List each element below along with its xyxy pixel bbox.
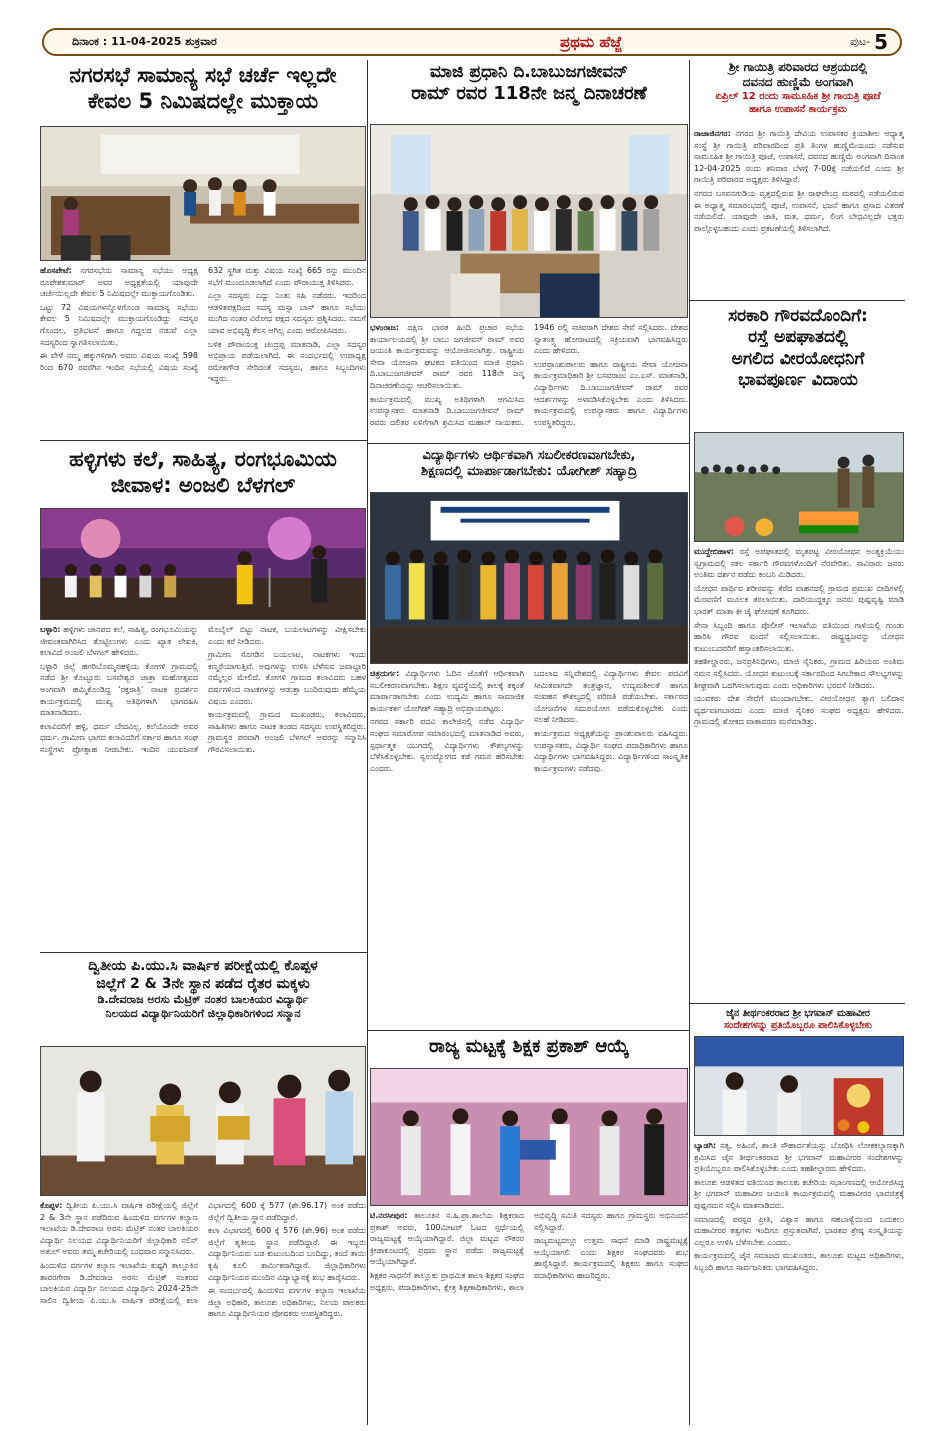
paragraph: ಸಮಾಜದಲ್ಲಿ ಪರಸ್ಪರ ಪ್ರೀತಿ, ವಿಶ್ವಾಸ ಹಾಗೂ ಸಹಬಾಳ್ವೆಯಿಂದ ಬದುಕಲು ಮಹಾವೀರರ ತತ್ವಗಳು ಇಂದಿಗೂ ಪ್ರಸ್ತುತವಾಗಿವೆ. ಭಾರತದ ಶ್ರೇಷ್ಠ ಸಂಸ್ಕೃತಿಯನ್ನು ಎಲ್ಲರೂ ಉಳಿಸಿ ಬೆಳೆಸಬೇಕು ಎಂದರು. — [694, 1214, 904, 1247]
article-headline — [40, 958, 366, 1022]
article-body — [370, 668, 688, 1028]
headline-line: ಶಿಕ್ಷಣದಲ್ಲಿ ಮಾರ್ಪಾಡಾಗಬೇಕು: ಯೋಗೀಶ್ ಸಹ್ಯಾದ್ರಿ — [421, 464, 637, 480]
paragraph: ಕಾರ್ಯಕ್ರಮದಲ್ಲಿ ಮುಖ್ಯ ಅತಿಥಿಗಳಾಗಿ ಆಗಮಿಸಿದ ಉಪನ್ಯಾಸಕರು ಮಾತನಾಡಿ ದಿ.ಬಾಬುಜಗಜೀವನ್ ರಾಮ್ ರವರು ದಲಿತರ ಏಳಿಗೆಗಾಗಿ ಶ್ರಮಿಸಿದ ಮಹಾನ್ ನಾಯಕರು. 1946 ರಲ್ಲಿ ಸಚಿವರಾಗಿ ದೇಶದ ಸೇವೆ ಸಲ್ಲಿಸಿದರು. ದೇಶದ ಸ್ವಾತಂತ್ರ್ಯ ಹೋರಾಟದಲ್ಲಿ ಸಕ್ರಿಯವಾಗಿ ಭಾಗವಹಿಸಿದ್ದರು ಎಂದು ಹೇಳಿದರು. — [370, 323, 688, 427]
section-divider — [40, 952, 367, 953]
dateline: ಬ್ಯಾಡಗಿ: — [694, 1141, 717, 1150]
felicitation-photo — [40, 1046, 366, 1196]
headline-line: ಹಳ್ಳಿಗಳು ಕಲೆ, ಸಾಹಿತ್ಯ, ರಂಗಭೂಮಿಯ — [69, 447, 337, 471]
headline-line: ಏಪ್ರಿಲ್ 12 ರಂದು ಸಾಮೂಹಿಕ ಶ್ರೀ ಗಾಯತ್ರಿ ಪೂಜೆ — [715, 91, 881, 102]
subheadline: ಡಿ.ದೇವರಾಜ ಅರಸು ಮೆಟ್ರಿಕ್ ನಂತರ ಬಾಲಕಿಯರ ವಿದ್ಯಾರ್ಥಿ — [97, 993, 309, 1006]
paragraph: ದಕ್ಷಿಣ ಭಾರತ ಹಿಂದಿ ಪ್ರಚಾರ ಸಭೆಯ ಕಾರ್ಯಾಲಯದಲ್ಲಿ ಶ್ರೀ ಬಾಬು ಜಗಜೀವನ್ ರಾಮ್ ಅವರ ಜಯಂತಿ ಕಾರ್ಯಕ್ರಮವನ್ನು ಆಯೋಜಿಸಲಾಗಿತ್ತು. ರಾಷ್ಟ್ರೀಯ ಸೇವಾ ಯೋಜನಾ ಘಟಕದ ವತಿಯಿಂದ ಮಾಜಿ ಪ್ರಧಾನಿ ದಿ.ಬಾಬುಜಗಜೀವನ್ ರಾಮ್ ರವರ 118ನೇ ಜನ್ಮ ದಿನಾಚರಣೆಯನ್ನು ಆಚರಿಸಲಾಯಿತು. — [370, 323, 524, 390]
paragraph: ತಹಶೀಲ್ದಾರರು, ಜನಪ್ರತಿನಿಧಿಗಳು, ಮಾಜಿ ಸೈನಿಕರು, ಗ್ರಾಮದ ಹಿರಿಯರು ಅಂತಿಮ ನಮನ ಸಲ್ಲಿಸಿದರು. ಯೋಧನ ಕುಟುಂಬಕ್ಕೆ ಸರ್ಕಾರದಿಂದ ಸಿಗಬೇಕಾದ ಸೌಲಭ್ಯಗಳನ್ನು ಶೀಘ್ರವಾಗಿ ಒದಗಿಸಲಾಗುವುದು ಎಂದು ಅಧಿಕಾರಿಗಳು ಭರವಸೆ ನೀಡಿದರು. — [694, 657, 904, 690]
dateline: ಬಳ್ಳಾರಿ: — [40, 625, 61, 634]
paragraph: ಕಾರ್ಯಕ್ರಮದಲ್ಲಿ ಜೈನ ಸಮಾಜದ ಮುಖಂಡರು, ತಾಲೂಕು ಮಟ್ಟದ ಅಧಿಕಾರಿಗಳು, ಸಿಬ್ಬಂದಿ ಹಾಗೂ ಸಾರ್ವಜನಿಕರು ಭಾಗವಹಿಸಿದ್ದರು. — [694, 1251, 904, 1272]
headline-line: ಸಂದೇಶಗಳನ್ನು ಪ್ರತಿಯೊಬ್ಬರೂ ಪಾಲಿಸಿಕೊಳ್ಳಬೇಕು — [724, 1019, 872, 1031]
dateline: ಹೊಸಪೇಟೆ: — [40, 266, 72, 275]
article-body — [694, 1140, 904, 1425]
paragraph: ಉಪಪ್ರಾಂಶುಪಾಲರು ಹಾಗೂ ರಾಷ್ಟ್ರೀಯ ಸೇವಾ ಯೋಜನಾ ಕಾರ್ಯಕ್ರಮಾಧಿಕಾರಿ ಶ್ರೀ ಬಸವರಾಜು ಎಂ.ಎಸ್. ಮಾತನಾಡಿ, ವಿದ್ಯಾರ್ಥಿಗಳು ದಿ.ಬಾಬುಜಗಜೀವನ್ ರಾಮ್ ರವರ ಆದರ್ಶಗಳನ್ನು ಅಳವಡಿಸಿಕೊಳ್ಳಬೇಕು ಎಂದು ತಿಳಿಸಿದರು. ಕಾರ್ಯಕ್ರಮದಲ್ಲಿ ಉಪನ್ಯಾಸಕರು ಹಾಗೂ ವಿದ್ಯಾರ್ಥಿಗಳು ಉಪಸ್ಥಿತರಿದ್ದರು. — [534, 359, 688, 427]
section-divider — [368, 443, 689, 444]
paragraph: ಯೋಧನ ಪಾರ್ಥಿವ ಶರೀರವನ್ನು ತೆರೆದ ವಾಹನದಲ್ಲಿ ಗ್ರಾಮದ ಪ್ರಮುಖ ಬೀದಿಗಳಲ್ಲಿ ಮೆರವಣಿಗೆ ಮೂಲಕ ತರಲಾಯಿತು. ದಾರಿಯುದ್ದಕ್ಕೂ ಜನರು ಪುಷ್ಪವೃಷ್ಟಿ ಮಾಡಿ ಭಾರತ್ ಮಾತಾ ಕೀ ಜೈ ಘೋಷಣೆ ಕೂಗಿದರು. — [694, 583, 904, 616]
paragraph: ಶಿಕ್ಷಕರ ಸಾಧನೆಗೆ ತಾಲ್ಲೂಕು ಪ್ರಾಥಮಿಕ ಶಾಲಾ ಶಿಕ್ಷಕರ ಸಂಘದ ಅಧ್ಯಕ್ಷರು, ಪದಾಧಿಕಾರಿಗಳು, ಕ್ಷೇತ್ರ ಶಿಕ್ಷಣಾಧಿಕಾರಿಗಳು, ಶಾಲಾ ಅಭಿವೃದ್ಧಿ ಸಮಿತಿ ಸದಸ್ಯರು ಹಾಗೂ ಗ್ರಾಮಸ್ಥರು ಅಭಿನಂದನೆ ಸಲ್ಲಿಸಿದ್ದಾರೆ. — [370, 1211, 688, 1292]
paragraph: ರಸ್ತೆ ಅಪಘಾತದಲ್ಲಿ ಮೃತಪಟ್ಟ ವೀರಯೋಧನ ಅಂತ್ಯಕ್ರಿಯೆಯು ಸ್ವಗ್ರಾಮದಲ್ಲಿ ಸಕಲ ಸರ್ಕಾರಿ ಗೌರವಗಳೊಂದಿಗೆ ನೆರವೇರಿತು. ಸಾವಿರಾರು ಜನರು ಅಂತಿಮ ದರ್ಶನ ಪಡೆದು ಕಂಬನಿ ಮಿಡಿದರು. — [694, 547, 904, 580]
dateline: ಮುದ್ದೇಬಿಹಾಳ: — [694, 547, 734, 556]
section-divider — [368, 1030, 689, 1031]
section-divider — [690, 300, 905, 301]
paragraph: ತಾಲೂಕು ಆಡಳಿತದ ವತಿಯಿಂದ ತಾಲೂಕು ಕಚೇರಿಯ ಸಭಾಂಗಣದಲ್ಲಿ ಆಯೋಜಿಸಿದ್ದ ಶ್ರೀ ಭಗವಾನ್ ಮಹಾವೀರ ಜಯಂತಿ ಕಾರ್ಯಕ್ರಮದಲ್ಲಿ ಮಹಾವೀರರ ಭಾವಚಿತ್ರಕ್ಕೆ ಪುಷ್ಪನಮನ ಸಲ್ಲಿಸಿ ಮಾತನಾಡಿದರು. — [694, 1177, 904, 1210]
headline-line: ಸರಕಾರಿ ಗೌರವದೊಂದಿಗೆ: — [728, 306, 868, 326]
subheadline: ನಿಲಯದ ವಿದ್ಯಾರ್ಥಿನಿಯರಿಗೆ ಜಿಲ್ಲಾಧಿಕಾರಿಗಳಿಂದ ಸನ್ಮಾನ — [105, 1007, 301, 1021]
headline-line: ವಿದ್ಯಾರ್ಥಿಗಳು ಆರ್ಥಿಕವಾಗಿ ಸಬಲೀಕರಣವಾಗಬೇಕು, — [422, 448, 636, 463]
section-divider — [40, 440, 367, 441]
council-meeting-photo — [40, 126, 366, 261]
paragraph: ಈ ಸಂದರ್ಭದಲ್ಲಿ ಹಿಂದುಳಿದ ವರ್ಗಗಳ ಕಲ್ಯಾಣ ಇಲಾಖೆಯ ಜಿಲ್ಲಾ ಅಧಿಕಾರಿ, ತಾಲೂಕು ಅಧಿಕಾರಿಗಳು, ನಿಲಯ ಪಾಲಕರು ಹಾಗೂ ವಿದ್ಯಾರ್ಥಿನಿಯರ ಪೋಷಕರು ಉಪಸ್ಥಿತರಿದ್ದರು. — [208, 1286, 366, 1319]
paragraph: ಹಿಂದುಳಿದ ವರ್ಗಗಳ ಕಲ್ಯಾಣ ಇಲಾಖೆಯ ಕುಷ್ಟಗಿ ತಾಲ್ಲೂಕಿನ ತಾವರಗೇರಾ ಡಿ.ದೇವರಾಜ ಅರಸು ಮೆಟ್ರಿಕ್ ನಂತರದ ಬಾಲಕಿಯರ ವಿದ್ಯಾರ್ಥಿ ನಿಲಯದ ವಿದ್ಯಾರ್ಥಿನಿ 2024-25ನೇ ಸಾಲಿನ ದ್ವಿತೀಯ ಪಿ.ಯು.ಸಿ ವಾರ್ಷಿಕ ಪರೀಕ್ಷೆಯಲ್ಲಿ ಕಲಾ ವಿಭಾಗದಲ್ಲಿ 600 ಕ್ಕೆ 577 (ಶೇ.96.17) ಅಂಕ ಪಡೆದು ಜಿಲ್ಲೆಗೆ ದ್ವಿತೀಯ ಸ್ಥಾನ ಪಡೆದಿದ್ದಾರೆ. — [40, 1201, 366, 1305]
article-headline — [40, 446, 366, 499]
paragraph: ಸತ್ಯ, ಅಹಿಂಸೆ, ಶಾಂತಿ ಸೌಹಾರ್ದತೆಯನ್ನು ಬೋಧಿಸಿ ಲೋಕಕಲ್ಯಾಣಕ್ಕಾಗಿ ಶ್ರಮಿಸಿದ ಜೈನ ತೀರ್ಥಂಕರರಾದ ಶ್ರೀ ಭಗವಾನ್ ಮಹಾವೀರರ ಸಂದೇಶಗಳನ್ನು ಪ್ರತಿಯೊಬ್ಬರೂ ಪಾಲಿಸಿಕೊಳ್ಳಬೇಕು ಎಂದು ತಹಶೀಲ್ದಾರರು ಹೇಳಿದರು. — [694, 1141, 904, 1174]
paragraph: ಎಲ್ಲಾ ಸದಸ್ಯರು ಎದ್ದು ನಿಂತು ಸಹಿ ನಡೆದರು. ಇದರಿಂದ ಆಡಳಿತಪಕ್ಷದಿಂದ ಸದಸ್ಯ ಮಸ್ಸಾ ಬಾಸ್ ಹಾಗೂ ಸಭೆಯು ಮುಗಿದ ನಂತರ ವಿರೋಧ ಪಕ್ಷದ ಸದಸ್ಯರು ಪ್ರಶ್ನಿಸಿದರು. ನಮಗೆ ಯಾವ ಅಭಿವೃದ್ಧಿ ಕೆಲಸ ಆಗಿಲ್ಲ ಎಂದು ಆರೋಪಿಸಿದರು. — [208, 291, 366, 335]
headline-line: ಶ್ರೀ ಗಾಯಿತ್ರಿ ಪರಿವಾರದ ಆಶ್ರಯದಲ್ಲಿ — [728, 60, 868, 74]
headline-line: ನಗರಸಭೆ ಸಾಮಾನ್ಯ ಸಭೆ ಚರ್ಚೆ ಇಲ್ಲದೇ — [69, 63, 337, 87]
headline-line: ದ್ವಿತೀಯ ಪಿ.ಯು.ಸಿ ವಾರ್ಷಿಕ ಪರೀಕ್ಷೆಯಲ್ಲಿ ಕೊಪ್ಪಳ — [88, 958, 318, 974]
headline-line: ಜಿಲ್ಲೆಗೆ 2 & 3ನೇ ಸ್ಥಾನ ಪಡೆದ ರೈತರ ಮಕ್ಕಳು — [96, 975, 310, 992]
article-headline — [370, 62, 688, 106]
article-body — [40, 265, 366, 437]
article-body — [694, 546, 904, 1001]
paragraph: ತಾಲೂಕಿನ ಸ.ಹಿ.ಪ್ರಾ.ಶಾಲೆಯ ಶಿಕ್ಷಕರಾದ ಪ್ರಕಾಶ್ ಅವರು, 100ಮೀಟರ್ ಓಟದ ಸ್ಪರ್ಧೆಯಲ್ಲಿ ರಾಜ್ಯಮಟ್ಟಕ್ಕೆ ಆಯ್ಕೆಯಾಗಿದ್ದಾರೆ. ಜಿಲ್ಲಾ ಮಟ್ಟದ ನೌಕರರ ಕ್ರೀಡಾಕೂಟದಲ್ಲಿ ಪ್ರಥಮ ಸ್ಥಾನ ಪಡೆದು ರಾಜ್ಯಮಟ್ಟಕ್ಕೆ ಆಯ್ಕೆಯಾಗಿದ್ದಾರೆ. — [370, 1211, 525, 1267]
article-headline — [692, 306, 904, 391]
article-body — [40, 1200, 366, 1425]
article-headline — [692, 1008, 904, 1032]
paragraph: ಹಳ್ಳಿಗಳು ಜಾನಪದ ಕಲೆ, ಸಾಹಿತ್ಯ, ರಂಗಭೂಮಿಯನ್ನು ಜೀವಂತವಾಗಿರಿಸಿದ ತೊಟ್ಟಿಲುಗಳು ಎಂದು ಖ್ಯಾತ ಲೇಖಕಿ, ಕಲಾವಿದೆ ಅಂಜಲಿ ಬೆಳಗಲ್ ಹೇಳಿದರು. — [40, 625, 198, 658]
paragraph: ಬದಲಾದ ಸನ್ನಿವೇಶದಲ್ಲಿ ವಿದ್ಯಾರ್ಥಿಗಳು ಕೇವಲ ಪದವಿಗೆ ಸೀಮಿತವಾಗದೇ ತಂತ್ರಜ್ಞಾನ, ಉದ್ಯಮಶೀಲತೆ ಹಾಗೂ ಸಂವಹನ ಕೌಶಲ್ಯದಲ್ಲಿ ಪರಿಣತಿ ಪಡೆಯಬೇಕು. ಸರ್ಕಾರದ ಯೋಜನೆಗಳ ಸದುಪಯೋಗ ಪಡೆದುಕೊಳ್ಳಬೇಕು ಎಂದು ಸಲಹೆ ನೀಡಿದರು. — [534, 669, 688, 725]
headline-line: ರಾಮ್ ರವರ 118ನೇ ಜನ್ಮ ದಿನಾಚರಣೆ — [411, 83, 647, 105]
dateline: ರಾಜಾಜಿನಗರ: — [694, 129, 731, 138]
page-label: ಪುಟ- — [849, 35, 871, 48]
paragraph: ನಗರದ ಶ್ರೀ ಗಾಯಿತ್ರಿ ದೇವಿಯ ಉಪಾಸಕರ ಕ್ರಿಯಾಶೀಲ ಆಧ್ಯಾತ್ಮ ಸಂಸ್ಥೆ ಶ್ರೀ ಗಾಯಿತ್ರಿ ಪರಿವಾರದಿಂದ ಪ್ರತಿ ತಿಂಗಳ ಹುಣ್ಣಿಮೆಯಂದು ನಡೆಸುವ ಸಾಮೂಹಿಕ ಶ್ರೀ ಗಾಯಿತ್ರಿ ಪೂಜೆ, ಉಪಾಸನೆ, ದವನದ ಹುಣ್ಣಿಮೆ ಅಂಗವಾಗಿ ದಿನಾಂಕ 12-04-2025 ರಂದು ಶನಿವಾರ ಬೆಳಗ್ಗೆ 7-00ಕ್ಕೆ ನಡೆಯಲಿದೆ ಎಂದು ಶ್ರೀ ಗಾಯಿತ್ರಿ ಪರಿವಾರದ ಅಧ್ಯಕ್ಷರು ತಿಳಿಸಿದ್ದಾರೆ. — [694, 129, 904, 185]
paragraph: ಗ್ರಾಮೀಣ ಸೊಗಡಿನ ಬಯಲಾಟ, ನಾಟಕಗಳು ಇಂದು ಕಣ್ಮರೆಯಾಗುತ್ತಿವೆ. ಅವುಗಳನ್ನು ಉಳಿಸಿ ಬೆಳೆಸುವ ಜವಾಬ್ದಾರಿ ನಮ್ಮೆಲ್ಲರ ಮೇಲಿದೆ. ಕೋಗಳಿ ಗ್ರಾಮದ ಕಲಾವಿದರು ಬಹಳ ವರ್ಷಗಳಿಂದ ನಾಟಕಗಳನ್ನು ಆಡುತ್ತಾ ಬಂದಿರುವುದು ಹೆಮ್ಮೆಯ ವಿಷಯ ಎಂದರು. — [208, 650, 366, 706]
article-headline — [40, 62, 366, 115]
headline-line: ದವನದ ಹುಣ್ಣಿಮೆ ಅಂಗವಾಗಿ — [742, 75, 854, 89]
headline-line: ಜೈನ ತೀರ್ಥಂಕರರಾದ ಶ್ರೀ ಭಗವಾನ್ ಮಹಾವೀರ — [726, 1008, 870, 1019]
article-body — [694, 128, 904, 298]
headline-line: ರಸ್ತೆ ಅಪಘಾತದಲ್ಲಿ — [748, 327, 848, 348]
paragraph: ಕಲಾ ವಿಭಾಗದಲ್ಲಿ 600 ಕ್ಕೆ 576 (ಶೇ.96) ಅಂಕ ಪಡೆದು ಜಿಲ್ಲೆಗೆ ತೃತೀಯ ಸ್ಥಾನ ಪಡೆದಿದ್ದಾರೆ. ಈ ಇಬ್ಬರು ವಿದ್ಯಾರ್ಥಿನಿಯರು ಬಡ ಕುಟುಂಬದಿಂದ ಬಂದಿದ್ದು, ತಂದೆ ತಾಯಿ ಕೃಷಿ ಕೂಲಿ ಕಾರ್ಮಿಕರಾಗಿದ್ದಾರೆ. ಜಿಲ್ಲಾಧಿಕಾರಿಗಳು ವಿದ್ಯಾರ್ಥಿನಿಯರ ಮುಂದಿನ ವಿದ್ಯಾಭ್ಯಾಸಕ್ಕೆ ಶುಭ ಹಾರೈಸಿದರು. — [208, 1226, 366, 1282]
paragraph: ನಗರದ ಬಸವನಗುಡಿಯ ವೃತ್ತದಲ್ಲಿರುವ ಶ್ರೀ ರಾಘವೇಂದ್ರ ಮಠದಲ್ಲಿ ನಡೆಯಲಿರುವ ಈ ಅಧ್ಯಾತ್ಮ ಸಮಾರಂಭದಲ್ಲಿ ಪೂಜೆ, ಉಪಾಸನೆ, ಭಜನೆ ಹಾಗೂ ಪ್ರಸಾದ ವಿತರಣೆ ನಡೆಯಲಿದೆ. ಯಾವುದೇ ಜಾತಿ, ಮತ, ಧರ್ಮ, ಲಿಂಗ ಬೇಧವಿಲ್ಲದೇ ಭಕ್ತರು ಪಾಲ್ಗೊಳ್ಳಬಹುದು ಎಂದು ಪ್ರಕಟಣೆಯಲ್ಲಿ ತಿಳಿಸಲಾಗಿದೆ. — [694, 188, 904, 233]
paragraph: ಕಾರ್ಯಕ್ರಮದಲ್ಲಿ ಗ್ರಾಮದ ಮುಖಂಡರು, ಕಲಾವಿದರು, ಸಾಹಿತಿಗಳು ಹಾಗೂ ನಾಟಕ ತಂಡದ ಸದಸ್ಯರು ಉಪಸ್ಥಿತರಿದ್ದರು. ಗ್ರಾಮಸ್ಥರ ಪರವಾಗಿ ಅಂಜಲಿ ಬೆಳಗಲ್ ಅವರನ್ನು ಸನ್ಮಾನಿಸಿ ಗೌರವಿಸಲಾಯಿತು. — [208, 710, 366, 754]
college-group-photo — [370, 492, 688, 664]
article-headline — [692, 60, 904, 116]
page-header — [42, 28, 902, 56]
article-headline — [370, 448, 688, 481]
mahavir-program-photo — [694, 1036, 904, 1136]
article-body — [40, 624, 366, 949]
article-headline — [370, 1036, 688, 1059]
paragraph: ಯುವಕರು ದೇಶ ಸೇವೆಗೆ ಮುಂದಾಗಬೇಕು. ವೀರಯೋಧನ ತ್ಯಾಗ ಬಲಿದಾನ ವ್ಯರ್ಥವಾಗಬಾರದು ಎಂದು ಮಾಜಿ ಸೈನಿಕರ ಸಂಘದ ಅಧ್ಯಕ್ಷರು ಹೇಳಿದರು. ಗ್ರಾಮದಲ್ಲಿ ಶೋಕದ ವಾತಾವರಣ ಮನೆಮಾಡಿತ್ತು. — [694, 694, 904, 727]
paragraph: ವಿದ್ಯಾರ್ಥಿಗಳು ಓದಿನ ಜೊತೆಗೆ ಆರ್ಥಿಕವಾಗಿ ಸಬಲೀಕರಣವಾಗಬೇಕು. ಶಿಕ್ಷಣ ವ್ಯವಸ್ಥೆಯಲ್ಲಿ ಕಾಲಕ್ಕೆ ತಕ್ಕಂತೆ ಮಾರ್ಪಾಡಾಗಬೇಕು ಎಂದು ಉದ್ಯಮಿ ಹಾಗೂ ಸಾಮಾಜಿಕ ಕಾರ್ಯಕರ್ತ ಯೋಗೀಶ್ ಸಹ್ಯಾದ್ರಿ ಅಭಿಪ್ರಾಯಪಟ್ಟರು. — [370, 669, 524, 713]
paragraph: ನಗರದ ಸರ್ಕಾರಿ ಪದವಿ ಕಾಲೇಜಿನಲ್ಲಿ ನಡೆದ ವಿದ್ಯಾರ್ಥಿ ಸಂಘದ ಸಮಾರೋಪ ಸಮಾರಂಭದಲ್ಲಿ ಮಾತನಾಡಿದ ಅವರು, ಸ್ಪರ್ಧಾತ್ಮಕ ಯುಗದಲ್ಲಿ ವಿದ್ಯಾರ್ಥಿಗಳು ಕೌಶಲ್ಯಗಳನ್ನು ಬೆಳೆಸಿಕೊಳ್ಳಬೇಕು. ಸ್ವಉದ್ಯೋಗದ ಕಡೆ ಗಮನ ಹರಿಸಬೇಕು ಎಂದರು. — [370, 717, 524, 773]
funeral-photo — [694, 432, 904, 542]
headline-line: ಭಾವಪೂರ್ಣ ವಿದಾಯ — [738, 369, 858, 390]
jayanti-group-photo — [370, 124, 688, 318]
dateline: ಭಳಂರಾಜ: — [370, 323, 399, 332]
paragraph: ಒಟ್ಟು 72 ವಿಷಯಗಳನ್ನೊಳಗೊಂಡ ಸಾಮಾನ್ಯ ಸಭೆಯು ಕೇವಲ 5 ನಿಮಿಷದಲ್ಲೇ ಮುಕ್ತಾಯಗೊಂಡಿದ್ದು ಸದಸ್ಯರ ಗೊಂದಲ, ಪ್ರತಿಭಟನೆ ಹಾಗೂ ಗದ್ದಲದ ನಡುವೆ ಎಲ್ಲಾ ಸದಸ್ಯರಿಂದ ಸ್ವಾಗತಿಸಲಾಯಿತು. — [40, 302, 198, 347]
headline-line: ರಾಜ್ಯ ಮಟ್ಟಕ್ಕೆ ಶಿಕ್ಷಕ ಪ್ರಕಾಶ್ ಆಯ್ಕೆ — [428, 1036, 629, 1057]
newspaper-name: ಪ್ರಥಮ ಹೆಜ್ಜೆ — [559, 33, 623, 51]
paragraph: ಸೇನಾ ಸಿಬ್ಬಂದಿ ಹಾಗೂ ಪೊಲೀಸ್ ಇಲಾಖೆಯ ವತಿಯಿಂದ ಗಾಳಿಯಲ್ಲಿ ಗುಂಡು ಹಾರಿಸಿ ಗೌರವ ವಂದನೆ ಸಲ್ಲಿಸಲಾಯಿತು. ರಾಷ್ಟ್ರಧ್ವಜವನ್ನು ಯೋಧನ ಕುಟುಂಬದವರಿಗೆ ಹಸ್ತಾಂತರಿಸಲಾಯಿತು. — [694, 620, 904, 653]
award-ceremony-photo — [370, 1068, 688, 1206]
headline-line: ಅಗಲಿದ ವೀರಯೋಧನಿಗೆ — [731, 348, 865, 369]
article-body — [370, 1210, 688, 1425]
paragraph: ಈ ವೇಳೆ ನಮ್ಮ ಹಕ್ಕುಗಳಿಗಾಗಿ ಅವರು ವಿಷಯ ಸಂಖ್ಯೆ 598 ರಿಂದ 670 ರವರೆಗಿನ ಇಂದಿನ ಸಭೆಯಲ್ಲಿ ವಿಷಯ ಸಂಖ್ಯೆ 632 ಸ್ಥಗಿತ ಮತ್ತು ವಿಷಯ ಸಂಖ್ಯೆ 665 ರನ್ನು ಮುಂದಿನ ಸಭೆಗೆ ಮುಂದೂಡಲಾಗಿದೆ ಎಂದು ಪೌರಾಯುಕ್ತ ತಿಳಿಸಿದರು. — [40, 266, 366, 372]
paragraph: ಬಳ್ಳಾರಿ ಜಿಲ್ಲೆ ಹಗರಿಬೊಮ್ಮನಹಳ್ಳಿಯ ಕೋಗಳಿ ಗ್ರಾಮದಲ್ಲಿ ನಡೆದ ಶ್ರೀ ಕೊಟ್ಟೂರು ಬಸವೇಶ್ವರ ಜಾತ್ರಾ ಮಹೋತ್ಸವದ ಅಂಗವಾಗಿ ಹಮ್ಮಿಕೊಂಡಿದ್ದ ‘ರಕ್ತರಾತ್ರಿ’ ನಾಟಕ ಪ್ರದರ್ಶನ ಕಾರ್ಯಕ್ರಮದಲ್ಲಿ ಮುಖ್ಯ ಅತಿಥಿಗಳಾಗಿ ಭಾಗವಹಿಸಿ ಮಾತನಾಡಿದರು. — [40, 661, 198, 718]
paragraph: ಕಲಾವಿದರಿಗೆ ಹಳ್ಳಿ, ಧರ್ಮ ಬೇದವಿಲ್ಲ. ಕಲೆಯೊಂದೇ ಅವರ ಧರ್ಮ. ಗ್ರಾಮೀಣ ಭಾಗದ ಕಲಾವಿದರಿಗೆ ಸರ್ಕಾರ ಹಾಗೂ ಸಂಘ ಸಂಸ್ಥೆಗಳು ಪ್ರೋತ್ಸಾಹ ನೀಡಬೇಕು. ಇಂದಿನ ಯುವಜನತೆ ಮೊಬೈಲ್ ಬಿಟ್ಟು ನಾಟಕ, ಬಯಲಾಟಗಳನ್ನು ವೀಕ್ಷಿಸಬೇಕು ಎಂದು ಕರೆ ನೀಡಿದರು. — [40, 625, 366, 754]
dateline: ಚಿತ್ರದುರ್ಗ: — [370, 669, 400, 678]
edition-date: ದಿನಾಂಕ : 11-04-2025 ಶುಕ್ರವಾರ — [72, 35, 217, 48]
paragraph: ನಗರಸಭೆಯ ಸಾಮಾನ್ಯ ಸಭೆಯು ಅಧ್ಯಕ್ಷ ರೂಪೇಶಕುಮಾರ್ ಅವರ ಅಧ್ಯಕ್ಷತೆಯಲ್ಲಿ ಯಾವುದೇ ಚರ್ಚೆಯಿಲ್ಲದೇ ಕೇವಲ 5 ನಿಮಿಷದಲ್ಲೇ ಮುಕ್ತಾಯಗೊಂಡಿತು. — [40, 266, 198, 299]
column-divider — [689, 60, 690, 1425]
headline-line: ಜೀವಾಳ: ಅಂಜಲಿ ಬೆಳಗಲ್ — [110, 473, 296, 498]
headline-line: ಹಾಗೂ ಉಪಾಸನೆ ಕಾರ್ಯಕ್ರಮ — [748, 104, 848, 115]
headline-line: ಮಾಜಿ ಪ್ರಧಾನಿ ದಿ.ಬಾಬುಜಗಜೀವನ್ — [429, 62, 629, 82]
paragraph: ಬಳಿಕ ಪೌರಾಯುಕ್ತ ಚಂದ್ರಪ್ಪ ಮಾತನಾಡಿ, ಎಲ್ಲಾ ಸದಸ್ಯರ ಅಭಿಪ್ರಾಯ ಪಡೆಯಲಾಗಿದೆ. ಈ ಸಂದರ್ಭದಲ್ಲಿ ಉಪಾಧ್ಯಕ್ಷ ರಮೇಶಗೌಡ ಸೇರಿದಂತೆ ಸದಸ್ಯರು, ಹಾಗೂ ಸಿಬ್ಬಂದಿಗಳು ಇದ್ದರು. — [208, 339, 366, 384]
section-divider — [690, 1003, 905, 1004]
dateline: ಕೊಪ್ಪಳ: — [40, 1201, 63, 1210]
paragraph: ರಾಜ್ಯಮಟ್ಟದಲ್ಲೂ ಉತ್ತಮ ಸಾಧನೆ ಮಾಡಿ ರಾಷ್ಟ್ರಮಟ್ಟಕ್ಕೆ ಆಯ್ಕೆಯಾಗಲಿ ಎಂದು ಶಿಕ್ಷಕರ ಸಂಘದವರು ಶುಭ ಹಾರೈಸಿದ್ದಾರೆ. ಕಾರ್ಯಕ್ರಮದಲ್ಲಿ ಶಿಕ್ಷಕರು ಹಾಗೂ ಸಂಘದ ಪದಾಧಿಕಾರಿಗಳು ಹಾಜರಿದ್ದರು. — [534, 1236, 688, 1280]
dateline: ಟಿ.ನರಸೀಪುರ: — [370, 1211, 408, 1220]
page-number: 5 — [874, 30, 888, 54]
paragraph: ದ್ವಿತೀಯ ಪಿ.ಯು.ಸಿ ವಾರ್ಷಿಕ ಪರೀಕ್ಷೆಯಲ್ಲಿ ಜಿಲ್ಲೆಗೆ 2 & 3ನೇ ಸ್ಥಾನ ಪಡೆದಿರುವ ಹಿಂದುಳಿದ ವರ್ಗಗಳ ಕಲ್ಯಾಣ ಇಲಾಖೆಯ ಡಿ.ದೇವರಾಜ ಅರಸು ಮೆಟ್ರಿಕ್ ನಂತರ ಬಾಲಕಿಯರ ವಿದ್ಯಾರ್ಥಿ ನಿಲಯದ ವಿದ್ಯಾರ್ಥಿನಿಯರಿಗೆ ಜಿಲ್ಲಾಧಿಕಾರಿ ನಲಿನ್ ಅತುಲ್ ಅವರು ತಮ್ಮ ಕಚೇರಿಯಲ್ಲಿ ಬುಧವಾರ ಸನ್ಮಾನಿಸಿದರು. — [40, 1201, 198, 1257]
headline-line: ಕೇವಲ 5 ನಿಮಿಷದಲ್ಲೇ ಮುಕ್ತಾಯ — [87, 89, 319, 114]
article-body — [370, 322, 688, 440]
stage-event-photo — [40, 508, 366, 620]
column-divider — [367, 60, 368, 1425]
paragraph: ಕಾರ್ಯಕ್ರಮದ ಅಧ್ಯಕ್ಷತೆಯನ್ನು ಪ್ರಾಂಶುಪಾಲರು ವಹಿಸಿದ್ದರು. ಉಪನ್ಯಾಸಕರು, ವಿದ್ಯಾರ್ಥಿ ಸಂಘದ ಪದಾಧಿಕಾರಿಗಳು ಹಾಗೂ ವಿದ್ಯಾರ್ಥಿಗಳು ಭಾಗವಹಿಸಿದ್ದರು. ವಿದ್ಯಾರ್ಥಿಗಳಿಂದ ಸಾಂಸ್ಕೃತಿಕ ಕಾರ್ಯಕ್ರಮಗಳು ನಡೆದವು. — [534, 728, 688, 773]
